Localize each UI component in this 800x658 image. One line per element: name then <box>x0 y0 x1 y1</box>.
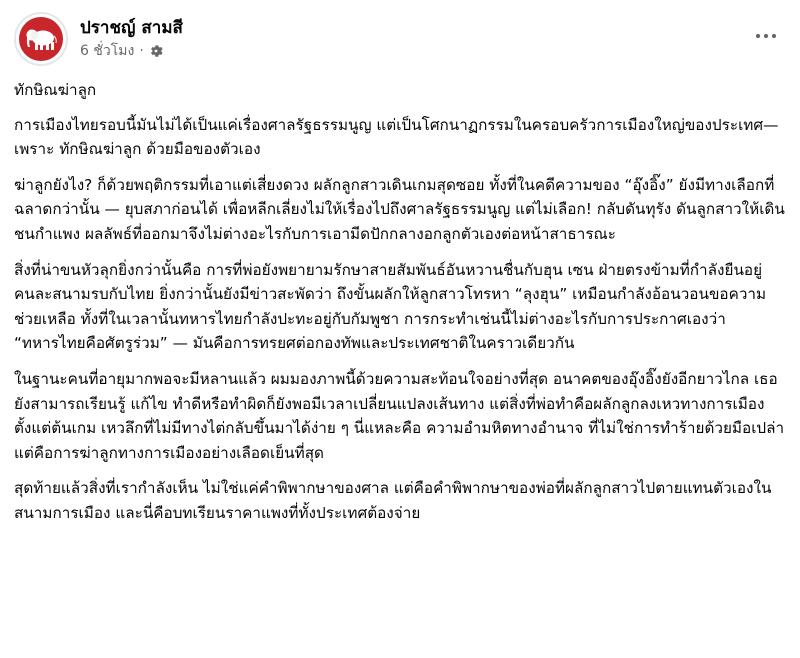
meta-separator: · <box>139 43 144 59</box>
white-elephant-icon <box>16 14 66 64</box>
post-paragraph: สุดท้ายแล้วสิ่งที่เรากำลังเห็น ไม่ใช่แค่คำพิพากษาของศาล แต่คือคำพิพากษาของพ่อที่ผลักลูกสาวไปตายแทนตัวเองในสนามการเมือง และนี่คือบทเรียนราคาแพงที่ทั้งประเทศต้องจ่าย <box>14 479 772 522</box>
post-paragraph-title: ทักษิณฆ่าลูก <box>14 81 97 99</box>
avatar[interactable] <box>14 12 68 66</box>
post-text <box>14 78 789 537</box>
author-name[interactable]: ปราชญ์ สามสี <box>80 18 183 38</box>
post-time[interactable]: 6 ชั่วโมง <box>80 43 135 59</box>
post-meta <box>80 40 163 62</box>
post-paragraph: ฆ่าลูกยังไง? ก็ด้วยพฤติกรรมที่เอาแต่เสี่ยงดวง ผลักลูกสาวเดินเกมสุดซอย ทั้งที่ในคดีความของ “อุ๊งอิ๊ง” ยังมีทางเลือกที่ฉลาดกว่านั้น — ยุบสภาก่อนได้ เพื่อหลีกเลี่ยงไม่ให้เรื่องไปถึงศาลรัฐธรรมนูญ แต่ไม่เลือก! กลับดันทุรัง ดันลูกสาวให้เดินชนกำแพง ผลลัพธ์ที่ออกมาจึงไม่ต่างอะไรกับการเอามีดปักกลางอกลูกตัวเองต่อหน้าสาธารณะ <box>14 175 785 243</box>
more-horizontal-icon <box>754 33 778 39</box>
post-paragraph: การเมืองไทยรอบนี้มันไม่ได้เป็นแค่เรื่องศาลรัฐธรรมนูญ แต่เป็นโศกนาฏกรรมในครอบครัวการเมืองใหญ่ของประเทศ—เพราะ ทักษิณฆ่าลูก ด้วยมือของตัวเอง <box>14 115 779 159</box>
more-options-button[interactable] <box>752 28 780 44</box>
post-paragraph: สิ่งที่น่าขนหัวลุกยิ่งกว่านั้นคือ การที่พ่อยังพยายามรักษาสายสัมพันธ์อันหวานชื่นกับฮุน เซน ฝ่ายตรงข้ามที่กำลังยืนอยู่คนละสนามรบกับไทย ยิ่งกว่านั้นยังมีข่าวสะพัดว่า ถึงขั้นผลักให้ลูกสาวโทรหา “ลุงฮุน” เหมือนกำลังอ้อนวอนขอความช่วยเหลือ ทั้งที่ในเวลานั้นทหารไทยกำลังปะทะอยู่กับกัมพูชา การกระทำเช่นนี้ไม่ต่างอะไรกับการประกาศเองว่า “ทหารไทยคือศัตรูร่วม” — มันคือการทรยศต่อกองทัพและประเทศชาติในคราวเดียวกัน <box>14 260 767 353</box>
post-header <box>14 12 786 72</box>
post-paragraph: ในฐานะคนที่อายุมากพอจะมีหลานแล้ว ผมมองภาพนี้ด้วยความสะท้อนใจอย่างที่สุด อนาคตของอุ๊งอิ๊งยังอีกยาวไกล เธอยังสามารถเรียนรู้ แก้ไข ทำดีหรือทำผิดก็ยังพอมีเวลาเปลี่ยนแปลงเส้นทาง แต่สิ่งที่พ่อทำคือผลักลูกลงเหวทางการเมืองตั้งแต่ต้นเกม เหวลึกที่ไม่มีทางไต่กลับขึ้นมาได้ง่าย ๆ นี่แหละคือ ความอำมหิตทางอำนาจ ที่ไม่ใช่การทำร้ายด้วยมือเปล่า แต่คือการฆ่าลูกทางการเมืองอย่างเลือดเย็นที่สุด <box>14 369 785 462</box>
gear-icon[interactable] <box>149 44 163 58</box>
